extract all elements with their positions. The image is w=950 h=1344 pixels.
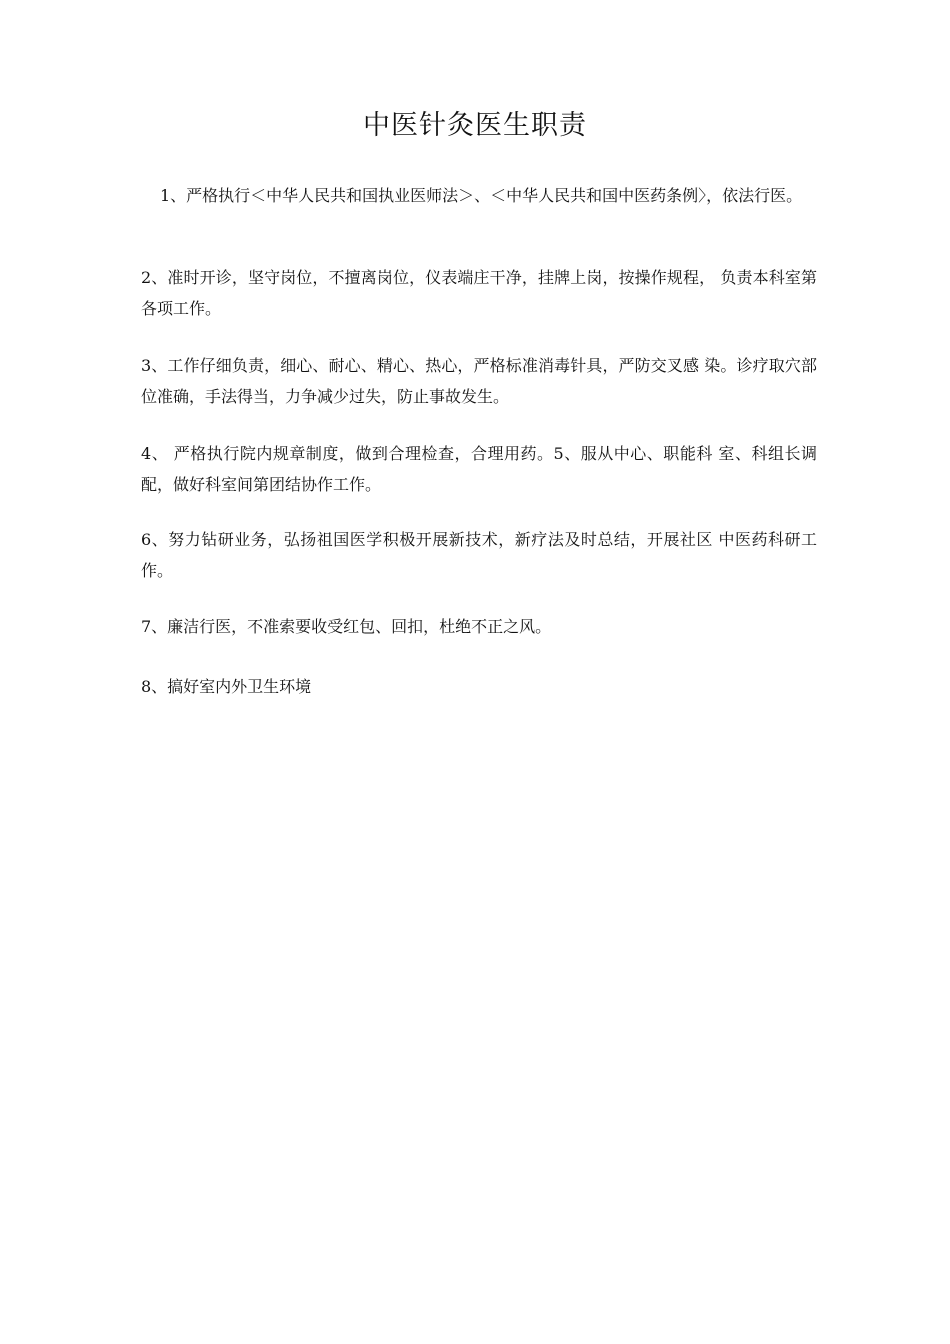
duty-item-3: 3、工作仔细负责，细心、耐心、精心、热心，严格标准消毒针具，严防交叉感 染。诊疗取穴部位准确，手法得当，力争减少过失，防止事故发生。 <box>141 356 817 406</box>
duty-item-4-5: 4、 严格执行院内规章制度，做到合理检查，合理用药。5、服从中心、职能科 室、科组长调配，做好科室间第团结协作工作。 <box>141 444 817 494</box>
duty-item-2: 2、准时开诊，坚守岗位，不擅离岗位，仪表端庄干净，挂牌上岗，按操作规程， 负责本科室第各项工作。 <box>141 268 817 318</box>
duty-item-6: 6、努力钻研业务，弘扬祖国医学积极开展新技术，新疗法及时总结，开展社区 中医药科研工作。 <box>141 530 817 580</box>
duty-item-8: 8、搞好室内外卫生环境 <box>141 677 312 696</box>
duty-item-1: 1、严格执行＜中华人民共和国执业医师法＞、＜中华人民共和国中医药条例〉，依法行医。 <box>160 186 803 205</box>
document-title: 中医针灸医生职责 <box>363 110 587 141</box>
duty-item-7: 7、廉洁行医，不准索要收受红包、回扣，杜绝不正之风。 <box>141 617 552 636</box>
